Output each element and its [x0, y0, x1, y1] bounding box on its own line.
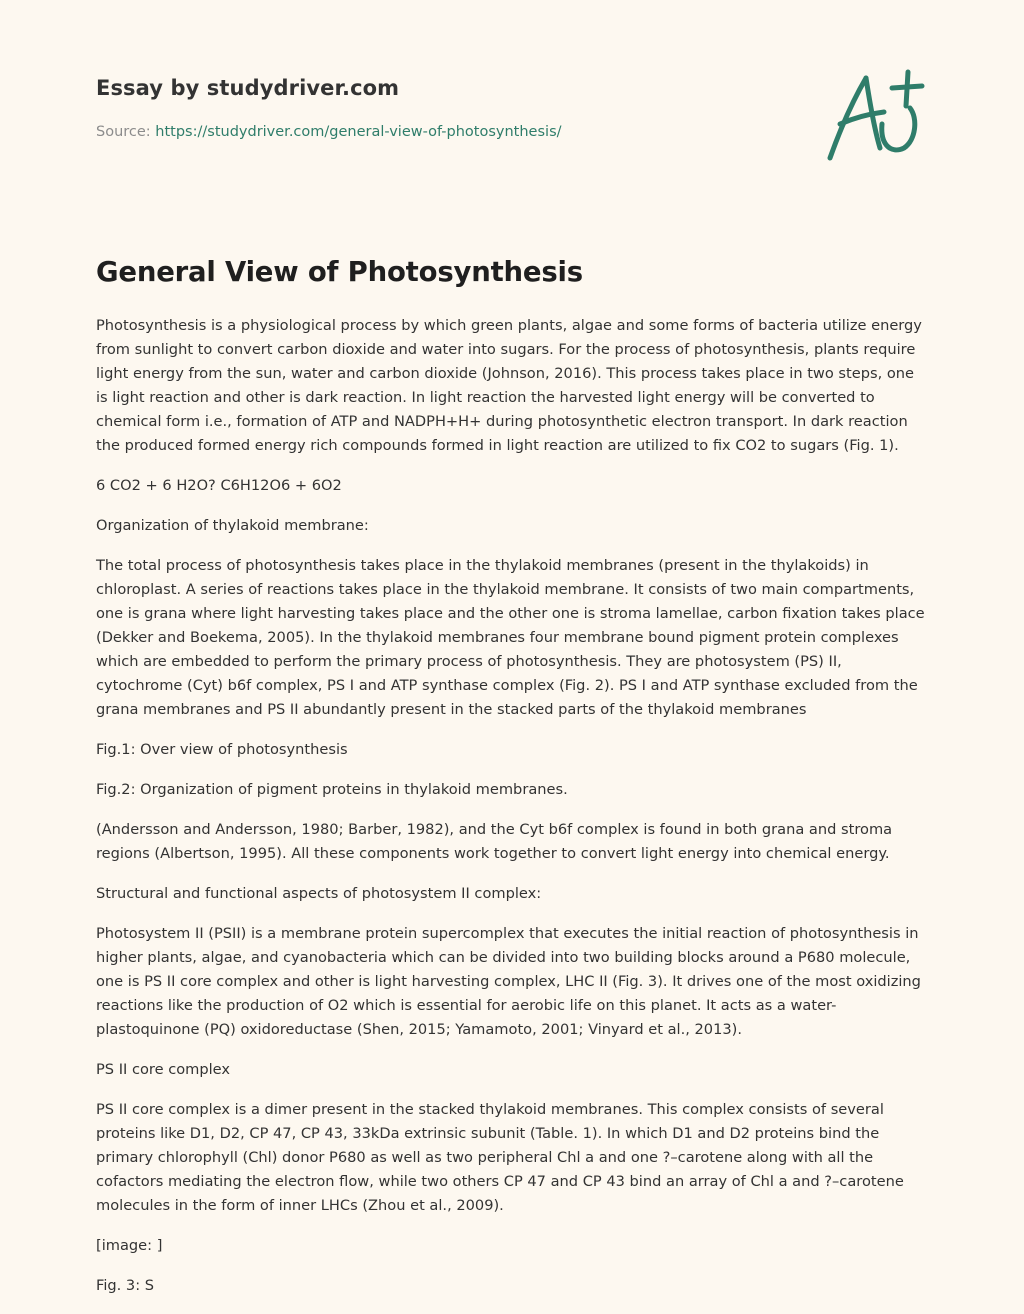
figure-caption-1: Fig.1: Over view of photosynthesis — [96, 741, 348, 758]
paragraph-equation: 6 CO2 + 6 H2O? C6H12O6 + 6O2 — [96, 477, 342, 494]
source-line — [96, 124, 562, 140]
a-plus-logo-icon — [826, 68, 926, 164]
paragraph-thylakoid: The total process of photosynthesis takes place in the thylakoid membranes (present in the thylakoids) in chloroplast. A series of reactions takes place in the thylakoid membrane. It consists of two main compartments, one is grana where light harvesting takes place and the other one is stroma lamellae, carbon fixation takes place (Dekker and Boekema, 2005). In the thylakoid membranes four membrane bound pigment protein complexes which are embedded to perform the primary process of photosynthesis. They are photosystem (PS) II, cytochrome (Cyt) b6f complex, PS I and ATP synthase complex (Fig. 2). PS I and ATP synthase excluded from the grana membranes and PS II abundantly present in the stacked parts of the thylakoid membranes — [96, 557, 925, 718]
image-placeholder: [image: ] — [96, 1237, 163, 1254]
figure-caption-2: Fig.2: Organization of pigment proteins in thylakoid membranes. — [96, 781, 568, 798]
paragraph-intro: Photosynthesis is a physiological process by which green plants, algae and some forms of bacteria utilize energy from sunlight to convert carbon dioxide and water into sugars. For the process of photosynthesis, plants require light energy from the sun, water and carbon dioxide (Johnson, 2016). This process takes place in two steps, one is light reaction and other is dark reaction. In light reaction the harvested light energy will be converted to chemical form i.e., formation of ATP and NADPH+H+ during photosynthetic electron transport. In dark reaction the produced formed energy rich compounds formed in light reaction are utilized to fix CO2 to sugars (Fig. 1). — [96, 317, 922, 454]
subheading-thylakoid: Organization of thylakoid membrane: — [96, 517, 369, 534]
source-label: Source: — [96, 124, 156, 140]
brand-title: Essay by studydriver.com — [96, 76, 400, 100]
figure-caption-3: Fig. 3: S — [96, 1277, 155, 1294]
paragraph-core-complex: PS II core complex is a dimer present in the stacked thylakoid membranes. This complex consists of several proteins like D1, D2, CP 47, CP 43, 33kDa extrinsic subunit (Table. 1). In which D1 and D2 proteins bind the primary chlorophyll (Chl) donor P680 as well as two peripheral Chl a and one ?–carotene along with all the cofactors mediating the electron flow, while two others CP 47 and CP 43 bind an array of Chl a and ?–carotene molecules in the form of inner LHCs (Zhou et al., 2009). — [96, 1101, 904, 1214]
subheading-core-complex: PS II core complex — [96, 1061, 231, 1078]
paragraph-psii: Photosystem II (PSII) is a membrane protein supercomplex that executes the initial reaction of photosynthesis in higher plants, algae, and cyanobacteria which can be divided into two building blocks around a P680 molecule, one is PS II core complex and other is light harvesting complex, LHC II (Fig. 3). It drives one of the most oxidizing reactions like the production of O2 which is essential for aerobic life on this planet. It acts as a water-plastoquinone (PQ) oxidoreductase (Shen, 2015; Yamamoto, 2001; Vinyard et al., 2013). — [96, 925, 921, 1038]
source-link[interactable]: https://studydriver.com/general-view-of-photosynthesis/ — [155, 124, 562, 140]
article-body — [96, 314, 928, 1314]
paragraph-references: (Andersson and Andersson, 1980; Barber, 1982), and the Cyt b6f complex is found in both grana and stroma regions (Albertson, 1995). All these components work together to convert light energy into chemical energy. — [96, 821, 893, 862]
article-title: General View of Photosynthesis — [96, 256, 583, 288]
subheading-psii: Structural and functional aspects of photosystem II complex: — [96, 885, 542, 902]
